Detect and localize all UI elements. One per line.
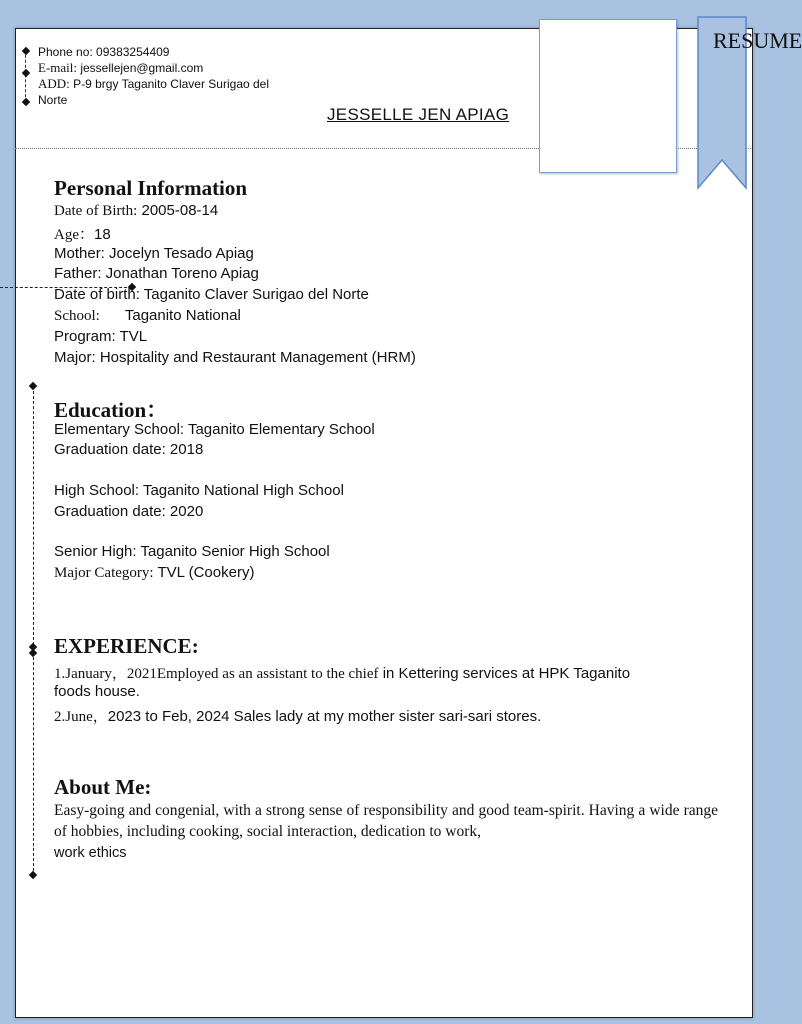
highschool-line: High School: Taganito National High School bbox=[54, 482, 344, 499]
dashed-guide-vertical bbox=[33, 386, 34, 876]
father-line: Father: Jonathan Toreno Apiag bbox=[54, 265, 259, 282]
email-line: E-mail: jessellejen@gmail.com bbox=[38, 60, 204, 75]
experience-item-1-cont: foods house. bbox=[54, 683, 140, 700]
program-line: Program: TVL bbox=[54, 328, 148, 345]
photo-placeholder bbox=[539, 19, 677, 173]
personal-heading: Personal Information bbox=[54, 176, 248, 200]
elementary-grad-line: Graduation date: 2018 bbox=[54, 441, 204, 458]
seniorhigh-line: Senior High: Taganito Senior High School bbox=[54, 543, 330, 560]
contact-block bbox=[38, 44, 269, 108]
phone-line: Phone no: 09383254409 bbox=[38, 45, 170, 59]
experience-item-1: 1.January，2021Employed as an assistant to the chief in Kettering services at HPK Taganito bbox=[54, 665, 631, 682]
birthplace-line: Date of birth: Taganito Claver Surigao del Norte bbox=[54, 286, 369, 303]
dob-line: Date of Birth: 2005-08-14 bbox=[54, 202, 219, 219]
mother-line: Mother: Jocelyn Tesado Apiag bbox=[54, 245, 254, 262]
address-line: ADD: P-9 brgy Taganito Claver Surigao del bbox=[38, 76, 270, 91]
major-category-line: Major Category: TVL (Cookery) bbox=[54, 564, 255, 581]
about-heading: About Me: bbox=[54, 775, 152, 799]
address-line-2: Norte bbox=[38, 93, 68, 107]
highschool-grad-line: Graduation date: 2020 bbox=[54, 503, 204, 520]
education-heading: Education： bbox=[54, 398, 168, 422]
experience-heading: EXPERIENCE: bbox=[54, 634, 199, 658]
about-text: Easy-going and congenial, with a strong sense of responsibility and good team-spirit. Having a wide range of hobbies, including cooking, social interaction, dedication to work, work ethics bbox=[54, 802, 718, 861]
applicant-name: JESSELLE JEN APIAG bbox=[327, 105, 510, 124]
school-line: School: Taganito National bbox=[54, 307, 241, 324]
major-line: Major: Hospitality and Restaurant Management (HRM) bbox=[54, 349, 416, 366]
resume-label: RESUME bbox=[713, 28, 802, 53]
age-line: Age：18 bbox=[54, 226, 111, 243]
elementary-line: Elementary School: Taganito Elementary School bbox=[54, 421, 375, 438]
experience-item-2: 2.June，2023 to Feb, 2024 Sales lady at my mother sister sari-sari stores. bbox=[54, 708, 542, 725]
